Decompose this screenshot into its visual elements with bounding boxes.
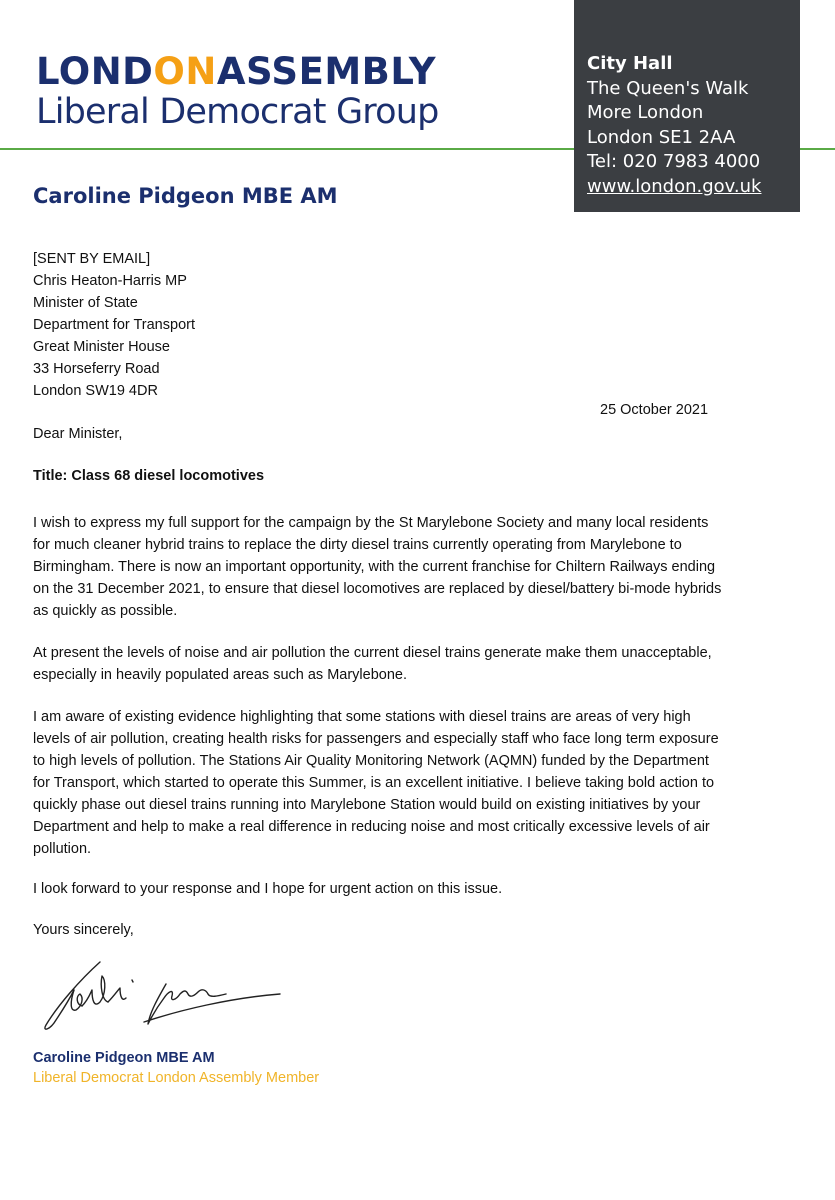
paragraph-line: for Transport, which started to operate this Summer, is an excellent initiative. I believe taking bold action to [33,775,715,791]
recipient-line-1: [SENT BY EMAIL] [33,251,151,267]
recipient-address [33,248,195,402]
logo-subtitle: Liberal Democrat Group [36,92,439,132]
address-line-2: More London [587,102,704,123]
sender-name-heading: Caroline Pidgeon MBE AM [33,184,338,208]
logo-part-on: ON [153,50,217,93]
paragraph-line: to high levels of pollution. The Stations Air Quality Monitoring Network (AQMN) funded by the Department [33,753,709,769]
recipient-line-3: Minister of State [33,295,138,311]
paragraph-1 [33,512,803,622]
paragraph-3 [33,706,803,860]
recipient-line-7: London SW19 4DR [33,383,158,399]
paragraph-line: At present the levels of noise and air pollution the current diesel trains generate make them unacceptable, [33,645,712,661]
paragraph-line: pollution. [33,841,92,857]
paragraph-line: I wish to express my full support for the campaign by the St Marylebone Society and many local residents [33,515,709,531]
recipient-line-5: Great Minister House [33,339,170,355]
recipient-line-6: 33 Horseferry Road [33,361,160,377]
salutation: Dear Minister, [33,426,123,442]
paragraph-line: on the 31 December 2021, to ensure that diesel locomotives are replaced by diesel/battery bi-mode hybrids [33,581,722,597]
handwritten-signature [40,950,290,1040]
paragraph-line: Birmingham. There is now an important opportunity, with the current franchise for Chiltern Railways ending [33,559,716,575]
paragraph-line: Department and help to make a real difference in reducing noise and most critically excessive levels of air [33,819,710,835]
letter-title: Title: Class 68 diesel locomotives [33,468,265,484]
address-phone: Tel: 020 7983 4000 [587,151,761,172]
paragraph-line: quickly phase out diesel trains running into Marylebone Station would build on existing initiatives by your [33,797,701,813]
paragraph-2 [33,642,803,686]
paragraph-line: levels of air pollution, creating health risks for passengers and especially staff who face long term exposure [33,731,719,747]
letter-date: 25 October 2021 [600,402,709,418]
london-assembly-logo [36,52,439,132]
address-box [574,0,800,212]
paragraph-line: as quickly as possible. [33,603,178,619]
paragraph-line: for much cleaner hybrid trains to replace the dirty diesel trains currently operating from Marylebone to [33,537,682,553]
address-website-link[interactable]: www.london.gov.uk [587,175,762,197]
closing: Yours sincerely, [33,922,134,938]
logo-part-lond: LOND [36,50,154,93]
address-line-1: The Queen's Walk [587,77,749,99]
logo-wordmark [36,52,439,92]
address-title: City Hall [587,53,673,74]
signature-role: Liberal Democrat London Assembly Member [33,1070,320,1086]
recipient-line-4: Department for Transport [33,317,195,333]
paragraph-line: I am aware of existing evidence highlighting that some stations with diesel trains are areas of very high [33,709,691,725]
paragraph-line: I look forward to your response and I hope for urgent action on this issue. [33,881,503,897]
recipient-line-2: Chris Heaton-Harris MP [33,273,187,289]
paragraph-4 [33,878,803,900]
paragraph-line: especially in heavily populated areas such as Marylebone. [33,667,407,683]
logo-part-assembly: ASSEMBLY [216,50,436,93]
signature-name: Caroline Pidgeon MBE AM [33,1050,215,1066]
address-line-3: London SE1 2AA [587,126,736,148]
